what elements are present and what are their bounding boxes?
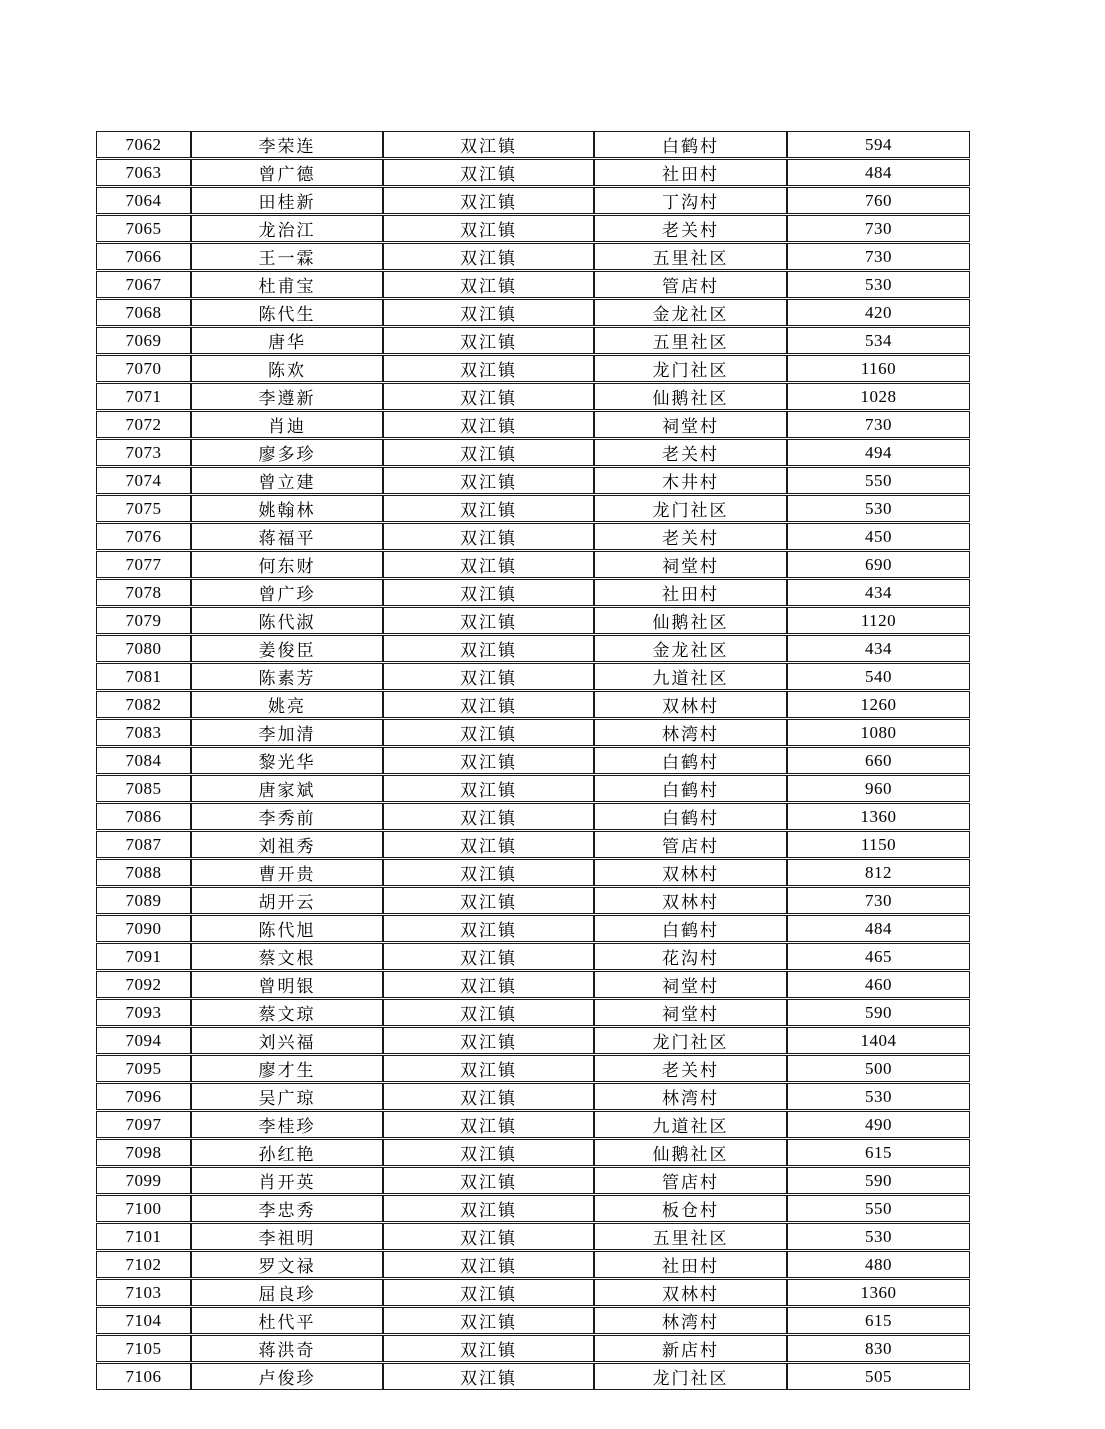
cell-amount: 730 — [787, 215, 970, 242]
cell-amount: 760 — [787, 187, 970, 214]
cell-town: 双江镇 — [383, 1167, 594, 1194]
table-row — [96, 467, 970, 494]
cell-amount: 1160 — [787, 355, 970, 382]
cell-person-name: 陈代淑 — [191, 607, 383, 634]
cell-amount: 1360 — [787, 803, 970, 830]
cell-village: 双林村 — [594, 691, 787, 718]
cell-town: 双江镇 — [383, 719, 594, 746]
cell-person-name: 唐家斌 — [191, 775, 383, 802]
cell-village: 金龙社区 — [594, 635, 787, 662]
cell-town: 双江镇 — [383, 1111, 594, 1138]
cell-serial-number: 7064 — [96, 187, 191, 214]
cell-town: 双江镇 — [383, 495, 594, 522]
cell-amount: 1080 — [787, 719, 970, 746]
table-row — [96, 355, 970, 382]
cell-serial-number: 7095 — [96, 1055, 191, 1082]
cell-amount: 550 — [787, 467, 970, 494]
cell-serial-number: 7077 — [96, 551, 191, 578]
table-row — [96, 1111, 970, 1138]
cell-town: 双江镇 — [383, 999, 594, 1026]
cell-person-name: 肖迪 — [191, 411, 383, 438]
cell-village: 林湾村 — [594, 719, 787, 746]
cell-serial-number: 7099 — [96, 1167, 191, 1194]
cell-village: 仙鹅社区 — [594, 1139, 787, 1166]
cell-person-name: 杜甫宝 — [191, 271, 383, 298]
cell-town: 双江镇 — [383, 271, 594, 298]
cell-village: 龙门社区 — [594, 495, 787, 522]
cell-serial-number: 7062 — [96, 131, 191, 158]
cell-amount: 484 — [787, 915, 970, 942]
table-row — [96, 775, 970, 802]
cell-amount: 1404 — [787, 1027, 970, 1054]
cell-serial-number: 7084 — [96, 747, 191, 774]
cell-person-name: 屈良珍 — [191, 1279, 383, 1306]
cell-amount: 730 — [787, 411, 970, 438]
table-row — [96, 551, 970, 578]
cell-person-name: 曹开贵 — [191, 859, 383, 886]
table-row — [96, 719, 970, 746]
cell-town: 双江镇 — [383, 355, 594, 382]
cell-person-name: 李遵新 — [191, 383, 383, 410]
cell-village: 双林村 — [594, 1279, 787, 1306]
cell-town: 双江镇 — [383, 859, 594, 886]
table-row — [96, 299, 970, 326]
cell-serial-number: 7092 — [96, 971, 191, 998]
cell-amount: 500 — [787, 1055, 970, 1082]
table-row — [96, 439, 970, 466]
cell-serial-number: 7079 — [96, 607, 191, 634]
cell-serial-number: 7072 — [96, 411, 191, 438]
cell-serial-number: 7066 — [96, 243, 191, 270]
cell-serial-number: 7073 — [96, 439, 191, 466]
cell-town: 双江镇 — [383, 831, 594, 858]
cell-serial-number: 7069 — [96, 327, 191, 354]
cell-person-name: 田桂新 — [191, 187, 383, 214]
cell-amount: 594 — [787, 131, 970, 158]
table-row — [96, 831, 970, 858]
cell-serial-number: 7085 — [96, 775, 191, 802]
cell-person-name: 李秀前 — [191, 803, 383, 830]
cell-amount: 530 — [787, 495, 970, 522]
cell-town: 双江镇 — [383, 915, 594, 942]
table-container — [96, 130, 970, 1388]
cell-serial-number: 7106 — [96, 1363, 191, 1390]
cell-village: 仙鹅社区 — [594, 607, 787, 634]
cell-person-name: 王一霖 — [191, 243, 383, 270]
table-row — [96, 943, 970, 970]
table-row — [96, 1055, 970, 1082]
cell-person-name: 姜俊臣 — [191, 635, 383, 662]
cell-town: 双江镇 — [383, 607, 594, 634]
cell-village: 社田村 — [594, 1251, 787, 1278]
cell-serial-number: 7080 — [96, 635, 191, 662]
cell-person-name: 龙治江 — [191, 215, 383, 242]
table-row — [96, 915, 970, 942]
cell-amount: 812 — [787, 859, 970, 886]
cell-amount: 960 — [787, 775, 970, 802]
cell-town: 双江镇 — [383, 1055, 594, 1082]
table-body — [96, 131, 970, 1390]
table-row — [96, 635, 970, 662]
table-row — [96, 1195, 970, 1222]
cell-town: 双江镇 — [383, 1195, 594, 1222]
table-row — [96, 131, 970, 158]
cell-person-name: 曾立建 — [191, 467, 383, 494]
table-row — [96, 747, 970, 774]
cell-village: 新店村 — [594, 1335, 787, 1362]
cell-village: 板仓村 — [594, 1195, 787, 1222]
cell-amount: 1120 — [787, 607, 970, 634]
cell-town: 双江镇 — [383, 327, 594, 354]
cell-village: 五里社区 — [594, 243, 787, 270]
cell-town: 双江镇 — [383, 1363, 594, 1390]
cell-person-name: 吴广琼 — [191, 1083, 383, 1110]
cell-village: 老关村 — [594, 215, 787, 242]
table-row — [96, 411, 970, 438]
cell-serial-number: 7102 — [96, 1251, 191, 1278]
cell-village: 花沟村 — [594, 943, 787, 970]
cell-village: 老关村 — [594, 439, 787, 466]
cell-village: 仙鹅社区 — [594, 383, 787, 410]
cell-person-name: 杜代平 — [191, 1307, 383, 1334]
cell-amount: 615 — [787, 1307, 970, 1334]
cell-amount: 1028 — [787, 383, 970, 410]
cell-person-name: 陈代生 — [191, 299, 383, 326]
table-row — [96, 1307, 970, 1334]
cell-serial-number: 7097 — [96, 1111, 191, 1138]
cell-village: 龙门社区 — [594, 1363, 787, 1390]
cell-town: 双江镇 — [383, 1223, 594, 1250]
cell-amount: 460 — [787, 971, 970, 998]
table-row — [96, 999, 970, 1026]
cell-serial-number: 7093 — [96, 999, 191, 1026]
table-row — [96, 327, 970, 354]
table-row — [96, 1335, 970, 1362]
cell-village: 管店村 — [594, 1167, 787, 1194]
table-row — [96, 663, 970, 690]
cell-person-name: 姚翰林 — [191, 495, 383, 522]
cell-person-name: 李加清 — [191, 719, 383, 746]
cell-amount: 690 — [787, 551, 970, 578]
cell-town: 双江镇 — [383, 467, 594, 494]
cell-town: 双江镇 — [383, 411, 594, 438]
table-row — [96, 1251, 970, 1278]
cell-town: 双江镇 — [383, 803, 594, 830]
cell-person-name: 李桂珍 — [191, 1111, 383, 1138]
cell-town: 双江镇 — [383, 663, 594, 690]
cell-town: 双江镇 — [383, 439, 594, 466]
cell-town: 双江镇 — [383, 131, 594, 158]
cell-person-name: 陈欢 — [191, 355, 383, 382]
cell-village: 九道社区 — [594, 663, 787, 690]
cell-town: 双江镇 — [383, 1083, 594, 1110]
cell-person-name: 曾广德 — [191, 159, 383, 186]
cell-person-name: 李荣连 — [191, 131, 383, 158]
cell-serial-number: 7063 — [96, 159, 191, 186]
cell-amount: 480 — [787, 1251, 970, 1278]
cell-town: 双江镇 — [383, 1307, 594, 1334]
table-row — [96, 523, 970, 550]
cell-amount: 434 — [787, 635, 970, 662]
cell-serial-number: 7075 — [96, 495, 191, 522]
cell-person-name: 姚亮 — [191, 691, 383, 718]
cell-amount: 730 — [787, 887, 970, 914]
cell-village: 祠堂村 — [594, 551, 787, 578]
cell-town: 双江镇 — [383, 943, 594, 970]
cell-town: 双江镇 — [383, 971, 594, 998]
cell-village: 祠堂村 — [594, 411, 787, 438]
cell-village: 木井村 — [594, 467, 787, 494]
cell-person-name: 孙红艳 — [191, 1139, 383, 1166]
cell-town: 双江镇 — [383, 159, 594, 186]
cell-person-name: 蔡文根 — [191, 943, 383, 970]
cell-amount: 484 — [787, 159, 970, 186]
cell-person-name: 刘兴福 — [191, 1027, 383, 1054]
table-row — [96, 1027, 970, 1054]
cell-person-name: 唐华 — [191, 327, 383, 354]
cell-village: 双林村 — [594, 887, 787, 914]
cell-serial-number: 7103 — [96, 1279, 191, 1306]
table-row — [96, 383, 970, 410]
cell-town: 双江镇 — [383, 775, 594, 802]
cell-amount: 530 — [787, 1083, 970, 1110]
cell-town: 双江镇 — [383, 691, 594, 718]
cell-person-name: 李祖明 — [191, 1223, 383, 1250]
table-row — [96, 859, 970, 886]
table-row — [96, 579, 970, 606]
cell-amount: 730 — [787, 243, 970, 270]
cell-amount: 434 — [787, 579, 970, 606]
cell-person-name: 肖开英 — [191, 1167, 383, 1194]
table-row — [96, 887, 970, 914]
cell-amount: 830 — [787, 1335, 970, 1362]
cell-village: 管店村 — [594, 831, 787, 858]
cell-amount: 534 — [787, 327, 970, 354]
cell-amount: 550 — [787, 1195, 970, 1222]
cell-amount: 530 — [787, 271, 970, 298]
table-row — [96, 1223, 970, 1250]
table-row — [96, 607, 970, 634]
cell-amount: 540 — [787, 663, 970, 690]
cell-serial-number: 7070 — [96, 355, 191, 382]
cell-town: 双江镇 — [383, 1027, 594, 1054]
cell-village: 祠堂村 — [594, 971, 787, 998]
cell-village: 五里社区 — [594, 327, 787, 354]
cell-village: 金龙社区 — [594, 299, 787, 326]
cell-person-name: 陈素芳 — [191, 663, 383, 690]
cell-town: 双江镇 — [383, 747, 594, 774]
cell-town: 双江镇 — [383, 1279, 594, 1306]
cell-amount: 590 — [787, 1167, 970, 1194]
cell-person-name: 蔡文琼 — [191, 999, 383, 1026]
cell-amount: 490 — [787, 1111, 970, 1138]
cell-village: 丁沟村 — [594, 187, 787, 214]
cell-amount: 505 — [787, 1363, 970, 1390]
cell-person-name: 刘祖秀 — [191, 831, 383, 858]
cell-person-name: 胡开云 — [191, 887, 383, 914]
cell-village: 社田村 — [594, 159, 787, 186]
cell-village: 林湾村 — [594, 1083, 787, 1110]
cell-amount: 1150 — [787, 831, 970, 858]
cell-serial-number: 7074 — [96, 467, 191, 494]
cell-amount: 590 — [787, 999, 970, 1026]
cell-amount: 450 — [787, 523, 970, 550]
cell-person-name: 黎光华 — [191, 747, 383, 774]
cell-village: 白鹤村 — [594, 803, 787, 830]
table-row — [96, 1279, 970, 1306]
cell-serial-number: 7094 — [96, 1027, 191, 1054]
cell-village: 双林村 — [594, 859, 787, 886]
cell-serial-number: 7071 — [96, 383, 191, 410]
table-row — [96, 1167, 970, 1194]
cell-amount: 615 — [787, 1139, 970, 1166]
cell-town: 双江镇 — [383, 215, 594, 242]
cell-village: 社田村 — [594, 579, 787, 606]
cell-town: 双江镇 — [383, 887, 594, 914]
cell-village: 白鹤村 — [594, 131, 787, 158]
cell-serial-number: 7098 — [96, 1139, 191, 1166]
cell-town: 双江镇 — [383, 1139, 594, 1166]
cell-village: 老关村 — [594, 1055, 787, 1082]
cell-amount: 530 — [787, 1223, 970, 1250]
cell-town: 双江镇 — [383, 1335, 594, 1362]
cell-village: 五里社区 — [594, 1223, 787, 1250]
table-row — [96, 243, 970, 270]
cell-serial-number: 7090 — [96, 915, 191, 942]
cell-serial-number: 7086 — [96, 803, 191, 830]
cell-person-name: 廖才生 — [191, 1055, 383, 1082]
table-row — [96, 187, 970, 214]
table-row — [96, 271, 970, 298]
cell-town: 双江镇 — [383, 383, 594, 410]
table-row — [96, 1139, 970, 1166]
cell-person-name: 罗文禄 — [191, 1251, 383, 1278]
cell-village: 龙门社区 — [594, 355, 787, 382]
cell-serial-number: 7076 — [96, 523, 191, 550]
cell-town: 双江镇 — [383, 243, 594, 270]
cell-village: 白鹤村 — [594, 915, 787, 942]
cell-person-name: 何东财 — [191, 551, 383, 578]
cell-serial-number: 7089 — [96, 887, 191, 914]
cell-serial-number: 7065 — [96, 215, 191, 242]
cell-amount: 420 — [787, 299, 970, 326]
cell-amount: 465 — [787, 943, 970, 970]
cell-serial-number: 7088 — [96, 859, 191, 886]
cell-person-name: 蒋洪奇 — [191, 1335, 383, 1362]
table-row — [96, 971, 970, 998]
table-row — [96, 495, 970, 522]
cell-person-name: 李忠秀 — [191, 1195, 383, 1222]
cell-town: 双江镇 — [383, 635, 594, 662]
table-row — [96, 803, 970, 830]
cell-village: 九道社区 — [594, 1111, 787, 1138]
cell-amount: 660 — [787, 747, 970, 774]
cell-serial-number: 7105 — [96, 1335, 191, 1362]
cell-person-name: 卢俊珍 — [191, 1363, 383, 1390]
cell-village: 管店村 — [594, 271, 787, 298]
cell-village: 龙门社区 — [594, 1027, 787, 1054]
cell-serial-number: 7083 — [96, 719, 191, 746]
records-table — [96, 130, 970, 1391]
cell-serial-number: 7101 — [96, 1223, 191, 1250]
cell-village: 白鹤村 — [594, 775, 787, 802]
cell-town: 双江镇 — [383, 187, 594, 214]
cell-amount: 494 — [787, 439, 970, 466]
cell-town: 双江镇 — [383, 1251, 594, 1278]
cell-serial-number: 7082 — [96, 691, 191, 718]
cell-person-name: 廖多珍 — [191, 439, 383, 466]
cell-amount: 1260 — [787, 691, 970, 718]
cell-serial-number: 7096 — [96, 1083, 191, 1110]
cell-town: 双江镇 — [383, 299, 594, 326]
table-row — [96, 215, 970, 242]
cell-town: 双江镇 — [383, 523, 594, 550]
cell-village: 老关村 — [594, 523, 787, 550]
table-row — [96, 1083, 970, 1110]
table-row — [96, 691, 970, 718]
cell-town: 双江镇 — [383, 551, 594, 578]
cell-person-name: 曾明银 — [191, 971, 383, 998]
cell-village: 祠堂村 — [594, 999, 787, 1026]
cell-serial-number: 7067 — [96, 271, 191, 298]
cell-serial-number: 7078 — [96, 579, 191, 606]
cell-serial-number: 7081 — [96, 663, 191, 690]
cell-village: 林湾村 — [594, 1307, 787, 1334]
cell-serial-number: 7087 — [96, 831, 191, 858]
cell-village: 白鹤村 — [594, 747, 787, 774]
cell-person-name: 蒋福平 — [191, 523, 383, 550]
cell-serial-number: 7100 — [96, 1195, 191, 1222]
cell-person-name: 陈代旭 — [191, 915, 383, 942]
cell-town: 双江镇 — [383, 579, 594, 606]
cell-amount: 1360 — [787, 1279, 970, 1306]
table-row — [96, 159, 970, 186]
table-row — [96, 1363, 970, 1390]
cell-serial-number: 7068 — [96, 299, 191, 326]
cell-person-name: 曾广珍 — [191, 579, 383, 606]
cell-serial-number: 7091 — [96, 943, 191, 970]
cell-serial-number: 7104 — [96, 1307, 191, 1334]
